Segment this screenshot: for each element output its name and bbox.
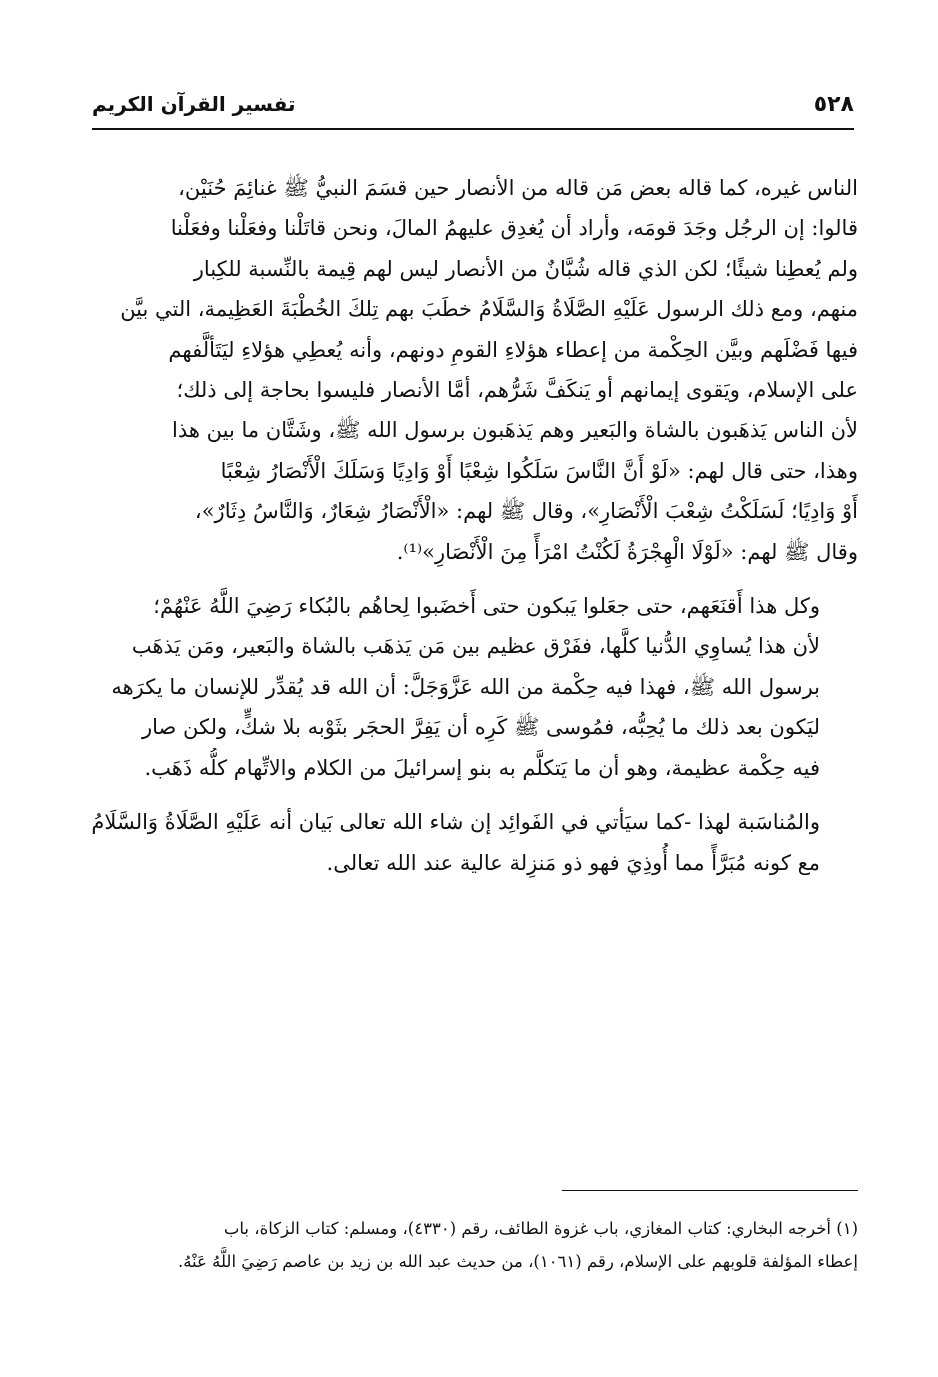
footnote-line: (١) أخرجه البخاري: كتاب المغازي، باب غزوة الطائف، رقم (٤٣٣٠)، ومسلم: كتاب الزكاة، باب: [223, 1219, 858, 1238]
text-line: والمُناسَبة لهذا -كما سيَأتي في الفَوائِد إن شاء الله تعالى بَيان أنه عَلَيْهِ الصَّلَاةُ وَالسَّلَامُ: [91, 810, 820, 835]
text-line: برسول الله ﷺ، فهذا فيه حِكْمة من الله عَزَّوَجَلَّ: أن الله قد يُقدِّر للإنسان ما يكرَهه: [111, 674, 820, 699]
page-header: [92, 88, 854, 128]
text-line: أَوْ وَادِيًا؛ لَسَلَكْتُ شِعْبَ الْأَنْصَارِ»، وقال ﷺ لهم: «الْأَنْصَارُ شِعَارٌ، وَالنَّاسُ دِثَارٌ»،: [194, 499, 858, 524]
text-line: قالوا: إن الرجُل وجَدَ قومَه، وأراد أن يُغدِق عليهمُ المالَ، ونحن قاتَلْنا وفعَلْنا وفعَلْنا: [170, 216, 858, 241]
page-number: ٥٢٨: [813, 92, 854, 117]
paragraph-3: [88, 802, 858, 883]
footnote-divider: [562, 1190, 858, 1191]
paragraph-1: [88, 168, 858, 572]
text-line: الناس غيره، كما قاله بعض مَن قاله من الأنصار حين قسَمَ النبيُّ ﷺ غنائِمَ حُنَيْن،: [178, 176, 858, 200]
footnotes: [90, 1212, 858, 1278]
text-line: وقال ﷺ لهم: «لَوْلَا الْهِجْرَةُ لَكُنْتُ امْرَأً مِنَ الْأَنْصَارِ»⁽¹⁾.: [396, 539, 858, 564]
text-line: وهذا، حتى قال لهم: «لَوْ أَنَّ النَّاسَ سَلَكُوا شِعْبًا أَوْ وَادِيًا وَسَلَكَ الْأَنْصَارُ شِعْبًا: [220, 458, 858, 483]
text-line: ولم يُعطِنا شيئًا؛ لكن الذي قاله شُبَّانٌ من الأنصار ليس لهم قِيمة بالنِّسبة للكِبار: [193, 256, 858, 281]
text-line: فيها فَضْلَهم وبيَّن الحِكْمة من إعطاء هؤلاءِ القومِ دونهم، وأنه يُعطِي هؤلاءِ ليَتَألَّفهم: [168, 337, 858, 362]
text-line: لأن هذا يُساوِي الدُّنيا كلَّها، ففَرْق عظيم بين مَن يَذهَب بالشاة والبَعير، ومَن يَذهَب: [131, 634, 820, 659]
paragraph-2: [88, 586, 858, 788]
main-text: [88, 168, 858, 883]
text-line: مع كونه مُبَرَّأً مما أُوذِيَ فهو ذو مَنزِلة عالية عند الله تعالى.: [326, 850, 820, 875]
header-divider: [92, 128, 854, 130]
text-line: وكل هذا أَقنَعَهم، حتى جعَلوا يَبكون حتى أَخضَبوا لِحاهُم بالبُكاء رَضِيَ اللَّهُ عَنْهُمْ؛: [153, 594, 820, 619]
text-line: لأن الناس يَذهَبون بالشاة والبَعير وهم يَذهَبون برسول الله ﷺ، وشَتَّان ما بين هذا: [172, 418, 858, 443]
text-line: فيه حِكْمة عظيمة، وهو أن ما يَتكلَّم به بنو إسرائيلَ من الكلام والاتِّهام كلُّه ذَهَب.: [144, 755, 820, 780]
text-line: على الإسلام، ويَقوى إيمانهم أو يَنكَفَّ شَرُّهم، أمَّا الأنصار فليسوا بحاجة إلى ذلك؛: [176, 378, 858, 403]
text-line: ليَكون بعد ذلك ما يُحِبُّه، فمُوسى ﷺ كَرِه أن يَفِرَّ الحجَر بثَوْبه بلا شكٍّ، ولكن صار: [142, 715, 820, 740]
footnote-line: إعطاء المؤلفة قلوبهم على الإسلام، رقم (١٠٦١)، من حديث عبد الله بن زيد بن عاصم رَضِيَ اللَّهُ عَنْهُ.: [177, 1252, 858, 1271]
running-title: تفسير القرآن الكريم: [92, 92, 296, 116]
text-line: منهم، ومع ذلك الرسول عَلَيْهِ الصَّلَاةُ وَالسَّلَامُ خطَبَ بهم تِلكَ الخُطْبَةَ العَظِيمة، التي بيَّن: [120, 297, 858, 322]
